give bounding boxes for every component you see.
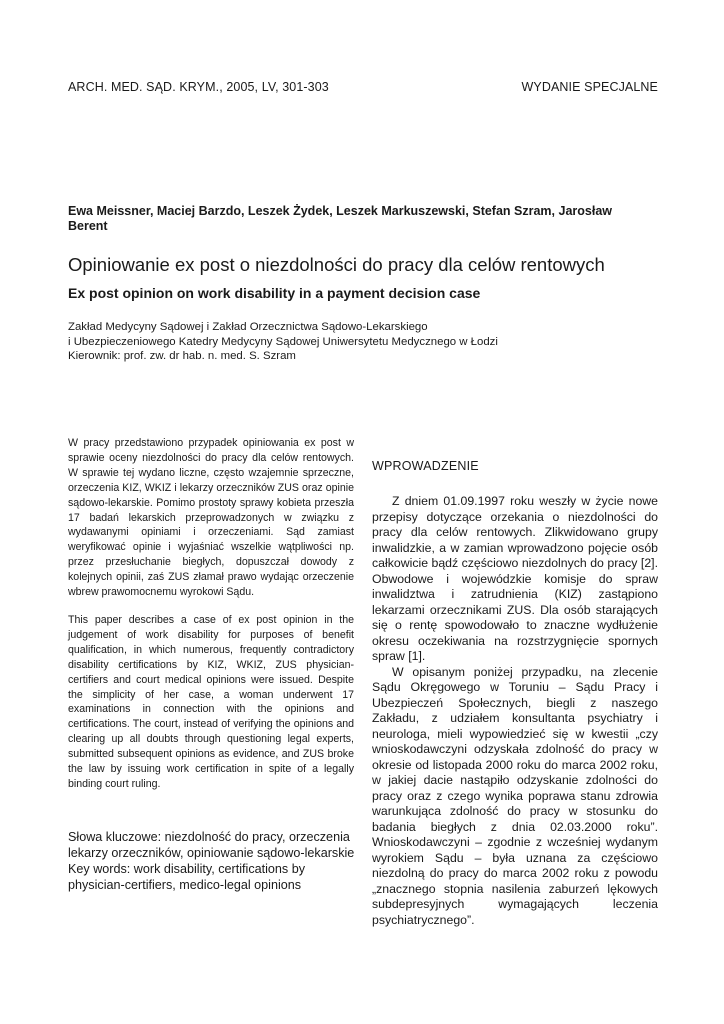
- abstract-english: This paper describes a case of ex post opinion in the judgement of work disability for purposes of benefit qualification, in which numerous, frequently contradictory disability certifications by KIZ, WKIZ, ZUS physician-certifiers and court medical opinions were issued. Despite the simplicity of her case, a woman underwent 17 examinations in connection with the opinions and certifications. The court, instead of verifying the opinions and clearing up all doubts through questioning legal experts, submitted subsequent opinions as evidence, and ZUS broke the law by issuing work certification in spite of a legally binding court ruling.: [68, 613, 354, 790]
- title-english: Ex post opinion on work disability in a payment decision case: [68, 285, 481, 301]
- author-list: Ewa Meissner, Maciej Barzdo, Leszek Żydek, Leszek Markuszewski, Stefan Szram, Jarosław Berent: [68, 204, 612, 233]
- keywords-block: [68, 829, 356, 893]
- intro-paragraph-2: W opisanym poniżej przypadku, na zlecenie Sądu Okręgowego w Toruniu – Sądu Pracy i Ubezpieczeń Społecznych, biegli z naszego Zakładu, z udziałem konsultanta psychiatry i neurologa, mieli wypowiedzieć się w kwestii „czy wnioskodawczyni odzyskała zdolność do pracy w okresie od listopada 2000 roku do marca 2002 roku, w jakiej dacie nastąpiło odzyskanie zdolności do pracy oraz z czego wynika poprawa stanu zdrowia warunkująca zdolność do pracy w stosunku do badania biegłych z dnia 02.03.2000 roku”. Wnioskodawczyni – zgodnie z wcześniej wydanym wyrokiem Sądu – była uznana za częściowo niezdolną do pracy do marca 2002 roku z powodu „znacznego stopnia nasilenia zaburzeń lękowych subdepresyjnych wymagających leczenia psychiatrycznego”.: [372, 664, 658, 927]
- edition-label: WYDANIE SPECJALNE: [521, 80, 658, 94]
- affiliation: [68, 320, 668, 364]
- keywords-polish: Słowa kluczowe: niezdolność do pracy, orzeczenia lekarzy orzeczników, opiniowanie sądowo-lekarskie: [68, 830, 355, 860]
- affiliation-line: i Ubezpieczeniowego Katedry Medycyny Sądowej Uniwersytetu Medycznego w Łodzi: [68, 335, 498, 348]
- title-polish: Opiniowanie ex post o niezdolności do pracy dla celów rentowych: [68, 254, 605, 275]
- abstract-column: [68, 436, 354, 805]
- affiliation-head: Kierownik: prof. zw. dr hab. n. med. S. Szram: [68, 350, 296, 363]
- keywords-english: Key words: work disability, certifications by physician-certifiers, medico-legal opinions: [68, 862, 306, 892]
- abstract-polish: W pracy przedstawiono przypadek opiniowania ex post w sprawie oceny niezdolności do pracy dla celów rentowych. W sprawie tej wydano liczne, często wzajemnie sprzeczne, orzeczenia KIZ, WKIZ i lekarzy orzeczników ZUS oraz opinie sądowo-lekarskie. Pomimo prostoty sprawy kobieta przeszła 17 badań lekarskich przeprowadzonych w związku z wydawanymi opiniami i orzeczeniami. Sąd zamiast weryfikować opinie i wyjaśniać wszelkie wątpliwości np. przez przesłuchanie biegłych, dopuszczał dowody z kolejnych opinii, zaś ZUS złamał prawo wydając orzeczenie wbrew prawomocnemu wyrokowi Sądu.: [68, 437, 354, 599]
- affiliation-line: Zakład Medycyny Sądowej i Zakład Orzecznictwa Sądowo-Lekarskiego: [68, 321, 428, 333]
- section-heading: WPROWADZENIE: [372, 459, 479, 473]
- journal-reference: ARCH. MED. SĄD. KRYM., 2005, LV, 301-303: [68, 80, 329, 94]
- introduction-column: [372, 458, 658, 928]
- intro-paragraph-1: Z dniem 01.09.1997 roku weszły w życie nowe przepisy dotyczące orzekania o niezdolności do pracy dla celów rentowych. Zlikwidowano grupy inwalidzkie, a w zamian wprowadzono pojęcie osób całkowicie bądź częściowo niezdolnych do pracy [2]. Obwodowe i wojewódzkie komisje do spraw inwalidztwa i zatrudnienia (KIZ) zastąpiono lekarzami orzecznikami ZUS. Dla osób starających się o rentę spowodowało to znaczne wydłużenie okresu oczekiwania na rozstrzygnięcie spornych spraw [1].: [372, 494, 658, 663]
